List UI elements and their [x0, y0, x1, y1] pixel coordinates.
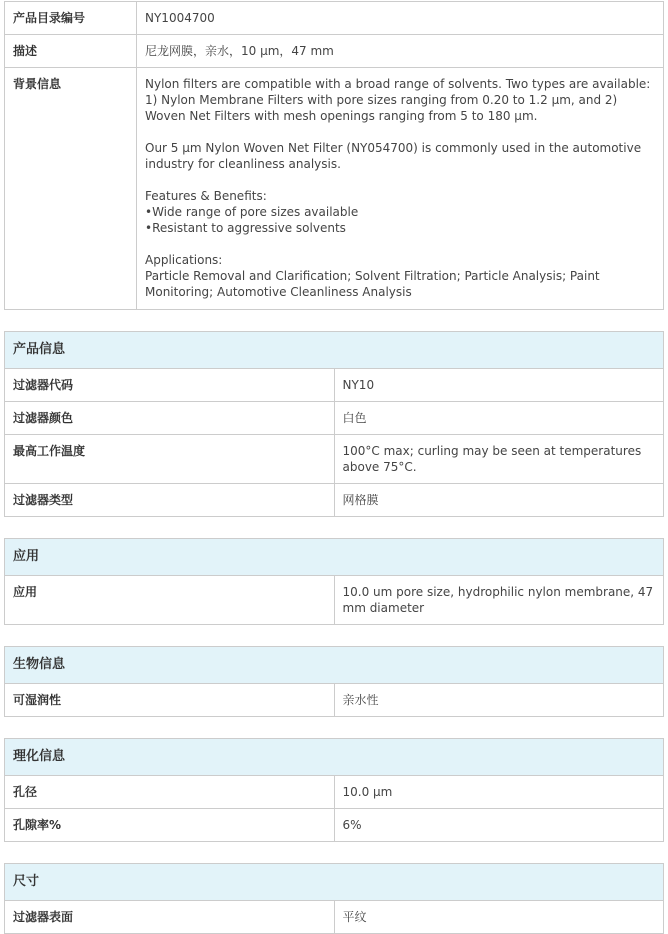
- application-table: [4, 538, 664, 625]
- background-paragraph-2: Our 5 μm Nylon Woven Net Filter (NY054700) is commonly used in the automotive industry for cleanliness analysis.: [145, 141, 642, 171]
- pore-size-label: 孔径: [5, 776, 335, 809]
- filter-surface-value: 平纹: [334, 901, 664, 934]
- table-row: [5, 809, 664, 842]
- catalog-number-row: [5, 2, 664, 35]
- bio-info-title: 生物信息: [5, 647, 664, 684]
- filter-surface-label: 过滤器表面: [5, 901, 335, 934]
- table-row: [5, 684, 664, 717]
- description-label: 描述: [5, 35, 137, 68]
- filter-code-value: NY10: [334, 369, 664, 402]
- application-value: 10.0 um pore size, hydrophilic nylon membrane, 47 mm diameter: [334, 576, 664, 625]
- dimensions-title: 尺寸: [5, 864, 664, 901]
- bio-info-table: [4, 646, 664, 717]
- porosity-value: 6%: [334, 809, 664, 842]
- section-header: [5, 647, 664, 684]
- table-row: [5, 776, 664, 809]
- applications-text: Particle Removal and Clarification; Solvent Filtration; Particle Analysis; Paint Monitoring; Automotive Cleanliness Analysis: [145, 269, 600, 299]
- catalog-number-label: 产品目录编号: [5, 2, 137, 35]
- porosity-label: 孔隙率%: [5, 809, 335, 842]
- table-row: [5, 901, 664, 934]
- table-row: [5, 576, 664, 625]
- feature-item: •Wide range of pore sizes available: [145, 205, 359, 219]
- wettability-value: 亲水性: [334, 684, 664, 717]
- filter-color-value: 白色: [334, 402, 664, 435]
- catalog-number-value: NY1004700: [137, 2, 664, 35]
- table-row: [5, 402, 664, 435]
- section-header: [5, 864, 664, 901]
- pore-size-value: 10.0 μm: [334, 776, 664, 809]
- dimensions-table: [4, 863, 664, 934]
- applications-block: [145, 252, 655, 300]
- section-header: [5, 739, 664, 776]
- description-value: 尼龙网膜，亲水，10 μm，47 mm: [137, 35, 664, 68]
- applications-title: Applications:: [145, 253, 223, 267]
- background-row: [5, 68, 664, 310]
- description-row: [5, 35, 664, 68]
- max-temp-label: 最高工作温度: [5, 435, 335, 484]
- product-info-table: [4, 331, 664, 517]
- filter-type-label: 过滤器类型: [5, 484, 335, 517]
- product-info-title: 产品信息: [5, 332, 664, 369]
- filter-code-label: 过滤器代码: [5, 369, 335, 402]
- table-row: [5, 369, 664, 402]
- features-title: Features & Benefits:: [145, 189, 267, 203]
- features-block: [145, 188, 655, 236]
- background-paragraph-1: Nylon filters are compatible with a broad range of solvents. Two types are available: 1) Nylon Membrane Filters with pore sizes ranging from 0.20 to 1.2 μm, and 2) Woven Net Filters with mesh openings ranging from 5 to 180 μm.: [145, 77, 651, 123]
- application-title: 应用: [5, 539, 664, 576]
- filter-type-value: 网格膜: [334, 484, 664, 517]
- table-row: [5, 435, 664, 484]
- section-header: [5, 539, 664, 576]
- physchem-info-table: [4, 738, 664, 842]
- filter-color-label: 过滤器颜色: [5, 402, 335, 435]
- table-row: [5, 484, 664, 517]
- max-temp-value: 100°C max; curling may be seen at temperatures above 75°C.: [334, 435, 664, 484]
- wettability-label: 可湿润性: [5, 684, 335, 717]
- background-label: 背景信息: [5, 68, 137, 310]
- feature-item: •Resistant to aggressive solvents: [145, 221, 346, 235]
- application-label: 应用: [5, 576, 335, 625]
- background-value: [137, 68, 664, 310]
- section-header: [5, 332, 664, 369]
- physchem-info-title: 理化信息: [5, 739, 664, 776]
- overview-table: [4, 1, 664, 310]
